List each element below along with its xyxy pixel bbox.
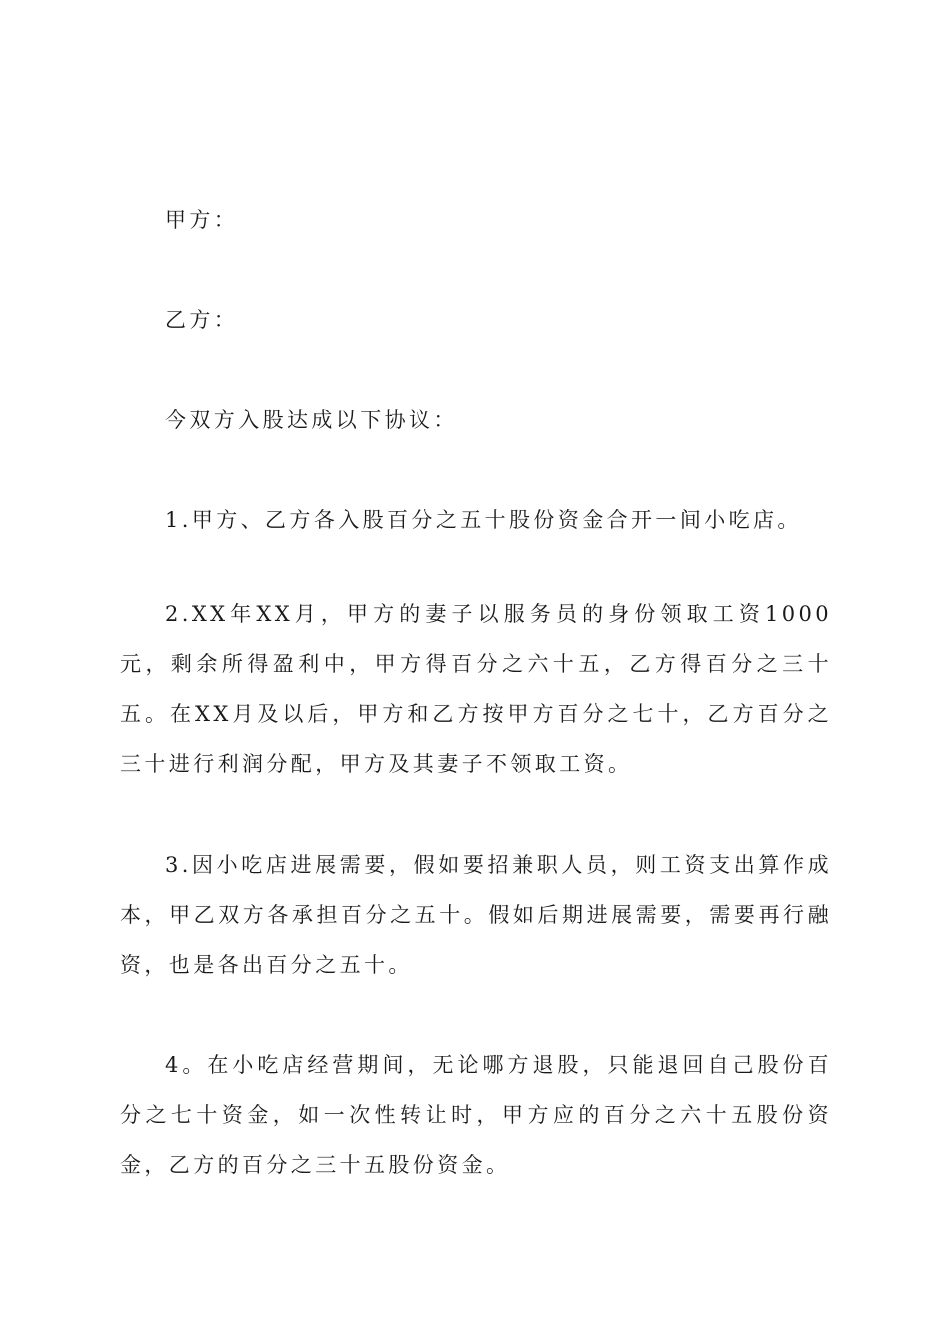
- agreement-intro: 今双方入股达成以下协议：: [165, 408, 458, 432]
- clause-1: 1.甲方、乙方各入股百分之五十股份资金合开一间小吃店。: [165, 508, 802, 532]
- clause-3: 3.因小吃店进展需要，假如要招兼职人员，则工资支出算作成本，甲乙双方各承担百分之五十。假如后期进展需要，需要再行融资，也是各出百分之五十。: [120, 853, 832, 977]
- clause-4: 4。在小吃店经营期间，无论哪方退股，只能退回自己股份百分之七十资金，如一次性转让时，甲方应的百分之六十五股份资金，乙方的百分之三十五股份资金。: [120, 1053, 832, 1177]
- clause-2: 2.XX年XX月，甲方的妻子以服务员的身份领取工资1000元，剩余所得盈利中，甲方得百分之六十五，乙方得百分之三十五。在XX月及以后，甲方和乙方按甲方百分之七十，乙方百分之三十进行利润分配，甲方及其妻子不领取工资。: [120, 602, 832, 776]
- party-a-label: 甲方：: [165, 208, 239, 232]
- party-b-label: 乙方：: [165, 308, 239, 332]
